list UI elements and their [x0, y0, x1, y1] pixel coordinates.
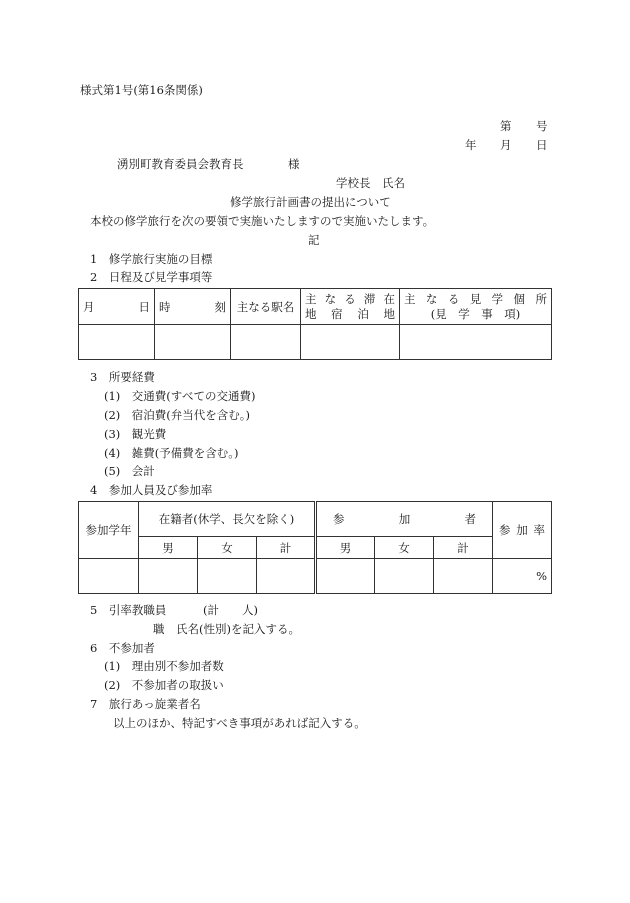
- doc-number-gou: 号: [536, 119, 548, 133]
- header-month-day: 月 日: [79, 289, 155, 325]
- document-title: 修学旅行計画書の提出について: [230, 195, 391, 209]
- cell-stay-place[interactable]: [301, 325, 400, 360]
- section-5-count: (計 人): [203, 603, 258, 617]
- header-visit-place: 主 な る 見 学 個 所 (見 学 事 項): [400, 289, 552, 325]
- section-6-heading: 6 不参加者: [90, 641, 155, 655]
- enrolled-total: 計: [257, 537, 316, 559]
- cell-time[interactable]: [155, 325, 231, 360]
- cost-item-3: (3) 観光費: [104, 427, 167, 441]
- participants-total: 計: [434, 537, 493, 559]
- closing-note: 以上のほか、特記すべき事項があれば記入する。: [113, 716, 366, 730]
- cell-visit-place[interactable]: [400, 325, 552, 360]
- addressee: 湧別町教育委員会教育長: [117, 157, 244, 171]
- doc-number-dai: 第: [500, 119, 512, 133]
- header-time: 時 刻: [155, 289, 231, 325]
- header-participants: 参 加 者: [316, 502, 493, 537]
- cell-participants-male[interactable]: [316, 559, 375, 594]
- section-5-heading: 5 引率教職員: [90, 603, 167, 617]
- enrolled-male: 男: [139, 537, 198, 559]
- date-year: 年: [465, 138, 477, 152]
- section-2-heading: 2 日程及び見学事項等: [90, 270, 213, 284]
- date-day: 日: [536, 138, 548, 152]
- section-1-heading: 1 修学旅行実施の目標: [90, 252, 213, 266]
- cell-participants-total[interactable]: [434, 559, 493, 594]
- nonparticipant-item-1: (1) 理由別不参加者数: [104, 659, 224, 673]
- sender-line: 学校長 氏名: [336, 176, 405, 190]
- participants-female: 女: [375, 537, 434, 559]
- form-number: 様式第1号(第16条関係): [80, 83, 203, 97]
- schedule-table: [78, 288, 552, 360]
- cell-enrolled-male[interactable]: [139, 559, 198, 594]
- participation-table: [78, 501, 552, 594]
- ki-marker: 記: [308, 233, 320, 247]
- cost-item-5: (5) 会計: [104, 464, 155, 478]
- cost-item-4: (4) 雑費(予備費を含む。): [104, 446, 239, 460]
- header-grade: 参加学年: [79, 502, 139, 559]
- cell-enrolled-female[interactable]: [198, 559, 257, 594]
- section-4-heading: 4 参加人員及び参加率: [90, 483, 213, 497]
- cell-rate[interactable]: %: [493, 559, 552, 594]
- cell-enrolled-total[interactable]: [257, 559, 316, 594]
- cost-item-2: (2) 宿泊費(弁当代を含む。): [104, 408, 251, 422]
- header-stay-place: 主 な る 滞 在 地 宿 泊 地: [301, 289, 400, 325]
- section-3-heading: 3 所要経費: [90, 370, 155, 384]
- header-rate: 参 加 率: [493, 502, 552, 559]
- cell-station[interactable]: [231, 325, 301, 360]
- participants-male: 男: [316, 537, 375, 559]
- cost-item-1: (1) 交通費(すべての交通費): [104, 389, 256, 403]
- enrolled-female: 女: [198, 537, 257, 559]
- section-5-note: 職 氏名(性別)を記入する。: [153, 622, 300, 636]
- header-enrolled: 在籍者(休学、長欠を除く): [139, 502, 316, 537]
- section-7-heading: 7 旅行あっ旋業者名: [90, 697, 201, 711]
- date-month: 月: [500, 138, 512, 152]
- addressee-honorific: 様: [288, 157, 300, 171]
- cell-grade[interactable]: [79, 559, 139, 594]
- cell-month-day[interactable]: [79, 325, 155, 360]
- header-station: 主なる駅名: [231, 289, 301, 325]
- nonparticipant-item-2: (2) 不参加者の取扱い: [104, 678, 224, 692]
- intro-sentence: 本校の修学旅行を次の要領で実施いたしますので実施いたします。: [90, 214, 435, 228]
- cell-participants-female[interactable]: [375, 559, 434, 594]
